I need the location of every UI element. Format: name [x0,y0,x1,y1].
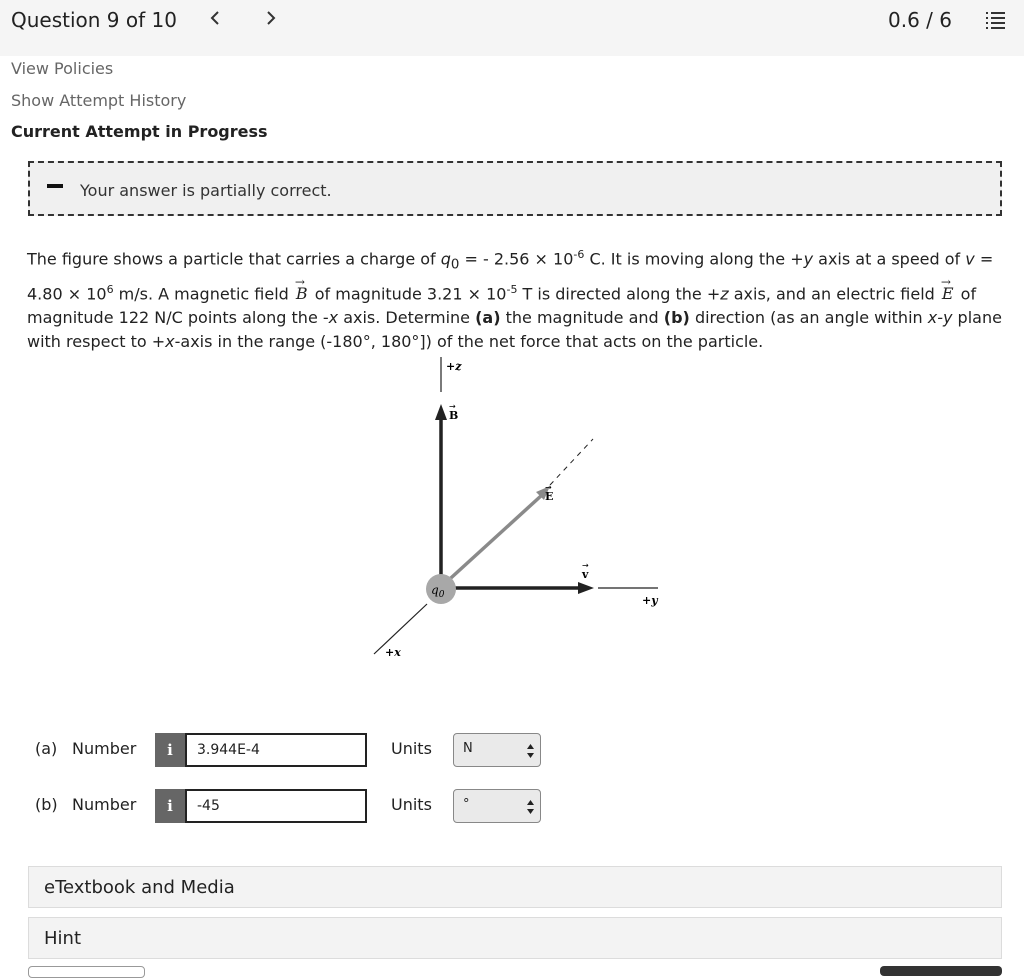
list-menu-icon [984,10,1006,32]
field-exponent: -5 [506,282,518,296]
arrow-accent-icon: → [449,402,456,411]
problem-text: axis, and an electric field [728,283,940,303]
select-arrows-icon [527,743,534,759]
hint-panel[interactable] [28,917,1002,959]
info-icon: i [167,741,173,759]
answer-a-input[interactable] [185,733,367,767]
electric-field-vector: → E [940,282,956,306]
selected-unit: ° [463,797,470,812]
velocity-label: v [582,568,589,581]
z-axis-label: +z [446,360,462,373]
problem-text: plane with respect to + [27,307,1002,351]
chevron-right-icon [264,6,278,30]
x-axis-label: +x [385,646,401,659]
magnetic-field-arrowhead [435,404,447,420]
problem-text: -axis in the range (-180°, 180°]) of the net force that acts on the particle. [174,331,764,351]
particle-label: $q_0$ [431,583,445,600]
bottom-right-button[interactable] [880,966,1002,976]
question-counter: Question 9 of 10 [11,8,177,32]
problem-text: of magnitude 122 N/C points along the - [27,283,977,327]
answer-b-input[interactable] [185,789,367,823]
bottom-left-button[interactable] [28,966,145,978]
electric-field-arrow [441,495,542,587]
part-b-marker: (b) [663,307,690,327]
velocity-arrowhead [578,582,594,594]
problem-text: of magnitude 3.21 × 10 [309,283,507,303]
axis-symbol: z [720,283,729,303]
speed-exponent: 6 [106,282,114,296]
hint-label: Hint [44,928,82,949]
number-label: Number [72,795,137,814]
minus-icon [47,184,63,188]
problem-text: axis at a speed of [813,249,966,269]
charge-subscript: 0 [450,257,460,273]
magnetic-field-label: B [449,409,459,422]
units-b-select[interactable] [453,789,541,823]
charge-exponent: -6 [573,248,585,261]
next-question-button[interactable] [264,6,278,36]
axis-symbol: x [328,307,339,327]
e-field-dashed-line [550,439,593,485]
previous-question-button[interactable] [208,6,222,36]
etextbook-media-panel[interactable] [28,866,1002,908]
y-axis-label: +y [642,594,658,607]
part-label: (a) [35,739,58,758]
select-arrows-icon [527,799,534,815]
problem-text: The figure shows a particle that carries a charge of [27,249,441,269]
units-label: Units [391,795,432,814]
etextbook-media-label: eTextbook and Media [44,877,235,898]
part-label: (b) [35,795,58,814]
info-button[interactable] [155,789,185,823]
problem-text: T is directed along the + [517,283,721,303]
units-label: Units [391,739,432,758]
units-a-select[interactable] [453,733,541,767]
question-header [0,0,1024,56]
number-label: Number [72,739,137,758]
view-policies-link[interactable]: View Policies [11,59,114,78]
arrow-accent-icon: → [545,483,552,492]
problem-text: = - 2.56 × 10 [459,249,574,269]
info-icon: i [167,797,173,815]
chevron-left-icon [208,6,222,30]
answer-row-b [35,789,555,823]
question-list-button[interactable] [984,10,1006,32]
current-attempt-heading: Current Attempt in Progress [11,122,268,141]
answer-row-a [35,733,555,767]
axis-symbol: y [803,249,814,269]
charge-symbol: q [440,249,451,269]
show-attempt-history-link[interactable]: Show Attempt History [11,91,187,110]
problem-text: = 4.80 × 10 [27,249,994,303]
problem-text: m/s. A magnetic field [113,283,294,303]
problem-statement [27,243,1005,354]
selected-unit: N [463,741,473,756]
answer-status-message: Your answer is partially correct. [80,181,332,200]
part-a-marker: (a) [475,307,501,327]
physics-figure [360,352,680,662]
axis-symbol: x [165,331,175,351]
speed-symbol: v [965,249,975,269]
problem-text: axis. Determine [338,307,476,327]
problem-text: C. It is moving along the + [584,249,804,269]
problem-text: direction (as an angle within [689,307,928,327]
vector-diagram [360,352,680,662]
arrow-accent-icon: → [582,561,589,570]
problem-text: the magnitude and [500,307,664,327]
score-display: 0.6 / 6 [888,8,952,32]
magnetic-field-vector: → B [294,282,310,306]
plane-symbol: x-y [927,307,953,327]
electric-field-label: E [545,490,554,503]
answer-status-box [28,161,1002,216]
info-button[interactable] [155,733,185,767]
